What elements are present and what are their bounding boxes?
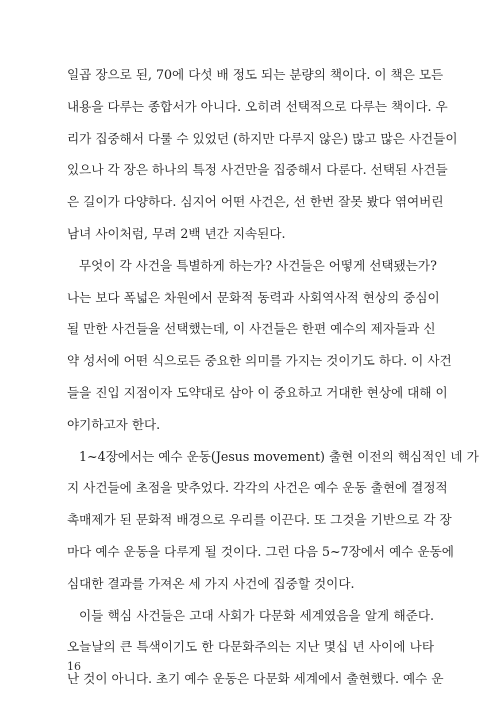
text-line: 은 길이가 다양하다. 심지어 어떤 사건은, 선 한번 잘못 봤다 엮여버린 [67,194,444,210]
text-line: 이들 핵심 사건들은 고대 사회가 다문화 세계였음을 알게 해준다. [79,607,434,623]
text-line: 내용을 다루는 종합서가 아니다. 오히려 선택적으로 다루는 책이다. 우 [67,98,448,114]
text-line: 오늘날의 큰 특색이기도 한 다문화주의는 지난 몇십 년 사이에 나타 [67,639,434,655]
page-body [67,64,479,700]
text-line: 무엇이 각 사건을 특별하게 하는가? 사건들은 어떻게 선택됐는가? [79,257,437,273]
text-line: 될 만한 사건들을 선택했는데, 이 사건들은 한편 예수의 제자들과 신 [67,321,436,337]
text-line: 심대한 결과를 가져온 세 가지 사건에 집중할 것이다. [67,575,355,591]
text-line: 일곱 장으로 된, 70에 다섯 배 정도 되는 분량의 책이다. 이 책은 모든 [67,67,444,82]
text-line: 리가 집중해서 다룰 수 있었던 (하지만 다루지 않은) 많고 많은 사건들이 [67,130,458,146]
text-line: 들을 진입 지점이자 도약대로 삼아 이 중요하고 거대한 현상에 대해 이 [67,384,448,400]
text-line: 1~4장에서는 예수 운동(Jesus movement) 출현 이전의 핵심적인 네 가 [79,448,479,464]
text-line: 촉매제가 된 문화적 배경으로 우리를 이끈다. 또 그것을 기반으로 각 장 [67,512,452,528]
text-line: 야기하고자 한다. [67,416,161,432]
page-number: 16 [67,660,81,673]
text-line: 지 사건들에 초점을 맞추었다. 각각의 사건은 예수 운동 출현에 결정적 [67,480,448,496]
text-line: 나는 보다 폭넓은 차원에서 문화적 동력과 사회역사적 현상의 중심이 [67,289,440,305]
text-line: 난 것이 아니다. 초기 예수 운동은 다문화 세계에서 출현했다. 예수 운 [67,671,444,687]
text-line: 마다 예수 운동을 다루게 될 것이다. 그런 다음 5~7장에서 예수 운동에 [67,543,454,559]
text-line: 약 성서에 어떤 식으로든 중요한 의미를 가지는 것이기도 하다. 이 사건 [67,353,452,369]
text-line: 있으나 각 장은 하나의 특정 사건만을 집중해서 다룬다. 선택된 사건들 [67,162,448,178]
text-line: 남녀 사이처럼, 무려 2백 년간 지속된다. [67,225,286,241]
